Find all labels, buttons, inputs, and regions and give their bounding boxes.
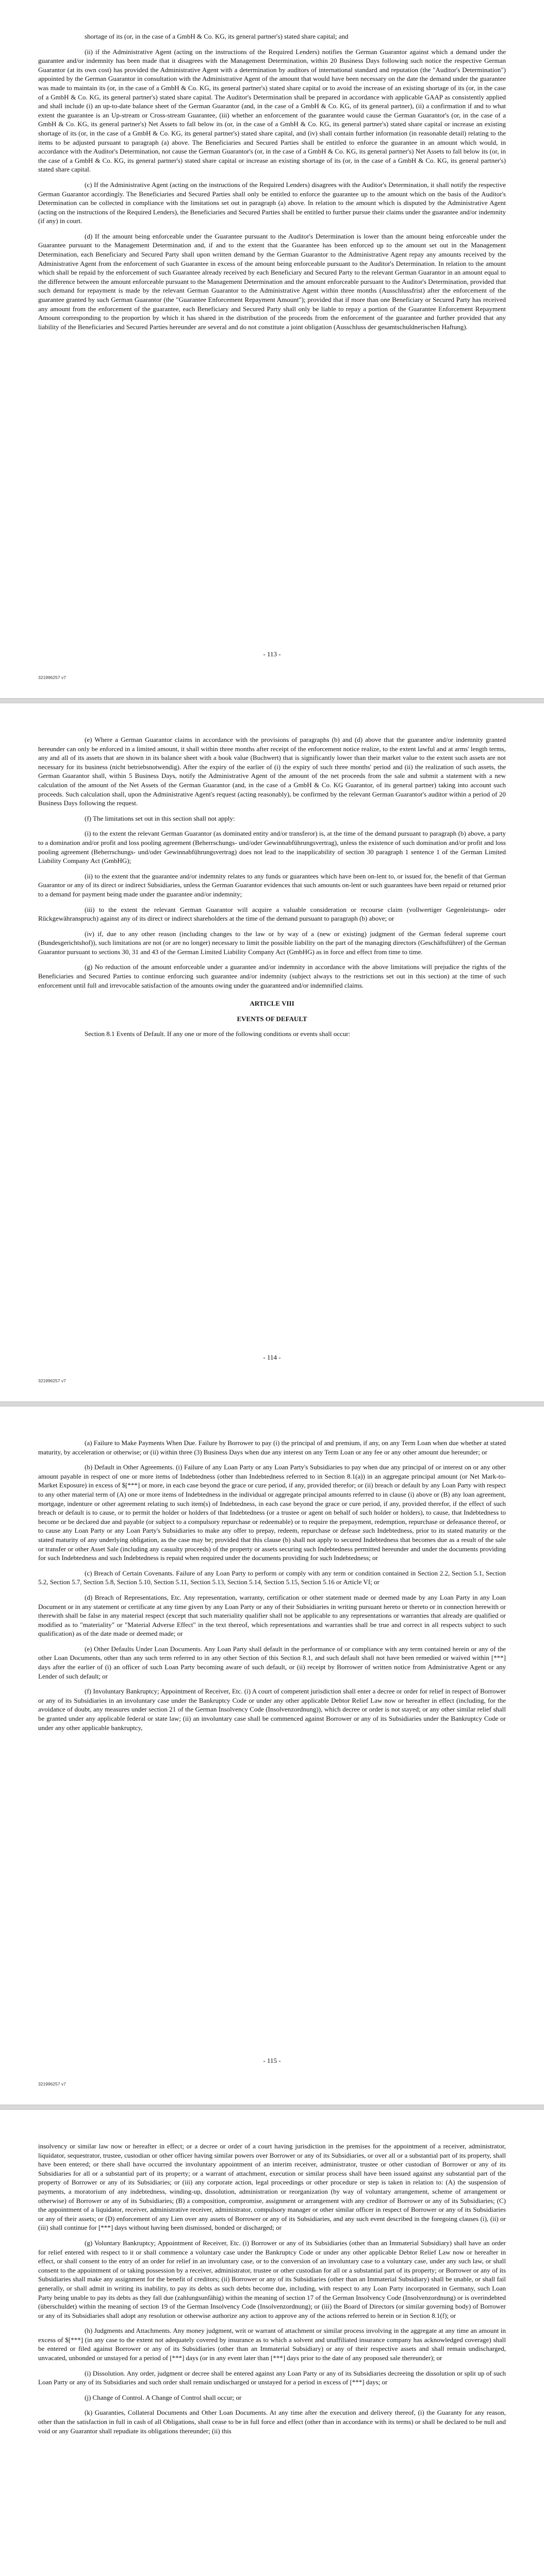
paragraph: (e) Other Defaults Under Loan Documents. Any Loan Party shall default in the performance of or compliance with any term contained herein or any of the other Loan Documents, other than any such term referred to in any other Section of this Section 8.1, and such default shall not have been remedied or waived within [***] days after the earlier of (i) an officer of such Loan Party becoming aware of such default, or (ii) receipt by Borrower of written notice from Administrative Agent or any Lender of such default; or (38, 1645, 506, 1680)
paragraph: shortage of its (or, in the case of a GmbH & Co. KG, its general partner's) stated share capital; and (85, 32, 349, 40)
page-115 (0, 1406, 544, 2105)
document-id: 321996257 v7 (38, 2081, 66, 2087)
paragraph: (k) Guaranties, Collateral Documents and Other Loan Documents. At any time after the execution and delivery thereof, (i) the Guaranty for any reason, other than the satisfaction in full in cash of all Obligations, shall cease to be in full force and effect (other than in accordance with its terms) or shall be declared to be null and void or any Guarantor shall repudiate its obligations thereunder; (ii) this (38, 2409, 506, 2435)
paragraph: (i) Dissolution. Any order, judgment or decree shall be entered against any Loan Party or any of its Subsidiaries decreeing the dissolution or split up of such Loan Party or any of its Subsidiaries and such order shall remain undischarged or unstayed for a period in excess of [***] days; or (38, 2369, 506, 2386)
paragraph: (ii) to the extent that the guarantee and/or indemnity relates to any funds or guarantees which have been on-lent to, or issued for, the benefit of that German Guarantor or any of its direct or indirect Subsidiaries, unless the German Guarantor evidences that such amounts on-lent or such guarantees have been repaid or returned prior to a demand for payment being made under the guarantee and/or indemnity; (38, 872, 506, 898)
paragraph: (a) Failure to Make Payments When Due. Failure by Borrower to pay (i) the principal of and premium, if any, on any Term Loan when due whether at stated maturity, by acceleration or otherwise; or (ii) within three (3) Business Days when due any interest on any Term Loan or any fee or any other amount due hereunder; or (38, 1439, 506, 1456)
paragraph: (d) If the amount being enforceable under the Guarantee pursuant to the Auditor's Determination is lower than the amount being enforceable under the Guarantee pursuant to the Management Determination and, if and to the extent that the Guarantee has been enforced up to the amount set out in the Management Determination, each Beneficiary and Secured Party shall upon written demand by the German Guarantor to the Administrative Agent repay any amounts received by the Administrative Agent from the enforcement of such Guarantee in excess of the amount being enforceable pursuant to the Auditor's Determination. In relation to the amount which shall be repaid by the enforcement of such Guarantee already received by each Beneficiary and Secured Party to the relevant German Guarantor in an amount equal to the difference between the amount enforceable pursuant to the Management Determination and the amount enforceable pursuant to the Auditor's Determination, provided that such demand for repayment is made by the relevant German Guarantor to the Administrative Agent within three months (Ausschlussfrist) after the enforcement of the guarantee granted by such German Guarantor (the "Guarantee Enforcement Repayment Amount"); provided that if more than one Beneficiary or Secured Party has received any amount from the enforcement of the guarantee, each Beneficiary and Secured Party shall only be liable to repay a portion of the Guarantee Enforcement Repayment Amount corresponding to the proportion by which it has shared in the distribution of the proceeds from the enforcement of the guarantee and further provided that any liability of the Beneficiaries and Secured Parties hereunder are several and do not constitute a joint obligation (Ausschluss der gesamtschuldnerischen Haftung). (38, 232, 506, 331)
paragraph: (e) Where a German Guarantor claims in accordance with the provisions of paragraphs (b) and (d) above that the guarantee and/or indemnity granted hereunder can only be enforced in a limited amount, it shall within three months after receipt of the enforcement notice realize, to the extent lawful and at arms' length terms, any and all of its assets that are shown in its balance sheet with a book value (Buchwert) that is significantly lower than their market value to the extent such assets are not necessary for its business (nicht betriebsnotwendig). After the expiry of the earlier of (i) the expiry of such three months' period and (ii) the realization of such assets, the German Guarantor shall, within 5 Business Days, notify the Administrative Agent of the amount of the net proceeds from the sale and submit a statement with a new calculation of the amount of the Net Assets of the German Guarantor (and, in the case of a GmbH & Co. KG Guarantor, of its general partner) taking into account such proceeds. Such calculation shall, upon the Administrative Agent's request (acting reasonably), be confirmed by the relevant German Guarantor's auditor within a period of 20 Business Days following the request. (38, 736, 506, 807)
page-number: - 114 - (263, 1353, 281, 1361)
paragraph: (iv) if, due to any other reason (including changes to the law or by way of a (new or existing) judgment of the German federal supreme court (Bundesgerichtshof)), such limitations are not (or are no longer) necessary to limit the possible liability on the part of the managing directors (Geschäftsführer) of the German Guarantor pursuant to sections 30, 31 and 43 of the German Limited Liability Company Act (GmbHG) as in force and effect from time to time. (38, 929, 506, 956)
paragraph: (f) Involuntary Bankruptcy; Appointment of Receiver, Etc. (i) A court of competent jurisdiction shall enter a decree or order for relief in respect of Borrower or any of its Subsidiaries in an involuntary case under the Bankruptcy Code or under any other applicable Debtor Relief Law now or hereafter in effect (including, for the avoidance of doubt, any measures under section 21 of the German Insolvency Code (Insolvenzordnung)), which decree or order is not stayed; or any other similar relief shall be granted under any applicable federal or state law; (ii) an involuntary case shall be commenced against Borrower or any of its Subsidiaries under the Bankruptcy Code or under any other applicable bankruptcy, (38, 1687, 506, 1732)
paragraph: (j) Change of Control. A Change of Control shall occur; or (85, 2393, 242, 2401)
page-115-content (38, 1438, 506, 1738)
page-116 (0, 2110, 544, 2576)
paragraph: (iii) to the extent the relevant German Guarantor will acquire a valuable consideration or recourse claim (vollwertiger Gegenleistungs- oder Rückgewähranspruch) against any of its direct or indirect shareholders at the time of the demand pursuant to paragraph (b) above; or (38, 905, 506, 923)
page-113-content (38, 32, 506, 337)
paragraph: (f) The limitations set out in this section shall not apply: (85, 814, 235, 822)
paragraph: (i) to the extent the relevant German Guarantor (as dominated entity and/or transferor) is, at the time of the demand pursuant to paragraph (b) above, a party to a domination and/or profit and loss pooling agreement (Beherrschungs- und/oder Gewinnabführungsvertrag), unless the existence of such domination and/or profit and loss pooling agreement (Beherrschungs- und/oder Gewinnabführungsvertrag) does not lead to the inapplicability of section 30 paragraph 1 sentence 1 of the German Limited Liability Company Act (GmbHG); (38, 829, 506, 865)
paragraph: (c) Breach of Certain Covenants. Failure of any Loan Party to perform or comply with any term or condition contained in Section 2.2, Section 5.1, Section 5.2, Section 5.7, Section 5.8, Section 5.10, Section 5.11, Section 5.13, Section 5.14, Section 5.15, Section 5.16 or Article VI; or (38, 1569, 506, 1586)
paragraph: (g) No reduction of the amount enforceable under a guarantee and/or indemnity in accordance with the above limitations will prejudice the rights of the Beneficiaries and Secured Parties to continue enforcing such guarantee and/or indemnity (subject always to the restrictions set out in this section) at the time of such enforcement until full and irrevocable satisfaction of the amounts owing under the guaranteed and/or indemnified claims. (38, 963, 506, 989)
document-id: 321996257 v7 (38, 675, 66, 680)
article-title: ARTICLE VIII (250, 999, 294, 1008)
page-number: - 113 - (263, 650, 281, 658)
section-heading: Section 8.1 Events of Default. If any one or more of the following conditions or events shall occur: (85, 1030, 351, 1038)
page-114-content (38, 735, 506, 1045)
paragraph: insolvency or similar law now or hereafter in effect; or a decree or order of a court having jurisdiction in the premises for the appointment of a receiver, administrator, liquidator, sequestrator, trustee, custodian or other officer having similar powers over Borrower or any of its Subsidiaries, or over all or a substantial part of its property, shall have been entered; or there shall have occurred the involuntary appointment of an interim receiver, administrator, trustee or other custodian of Borrower or any of its Subsidiaries for all or a substantial part of its property; or a warrant of attachment, execution or similar process shall have been issued against any substantial part of the property of Borrower or any of its Subsidiaries; or (iii) any corporate action, legal proceedings or other procedure or step is taken in relation to: (A) the suspension of payments, a moratorium of any indebtedness, winding-up, dissolution, administration or reorganization (by way of voluntary arrangement, scheme of arrangement or otherwise) of Borrower or any of its Subsidiaries; (B) a composition, compromise, assignment or arrangement with any creditor of Borrower or any of its Subsidiaries; (C) the appointment of a liquidator, receiver, administrative receiver, administrator, compulsory manager or other similar officer in respect of Borrower or any of its Subsidiaries or any of their assets; or (D) enforcement of any Lien over any assets of Borrower or any of its Subsidiaries, and any such event described in the foregoing clauses (i), (ii) or (iii) shall continue for [***] days without having been dismissed, bonded or discharged; or (38, 2142, 506, 2232)
paragraph: (b) Default in Other Agreements. (i) Failure of any Loan Party or any Loan Party's Subsidiaries to pay when due any principal of or interest on or any other amount payable in respect of one or more items of Indebtedness (other than Indebtedness referred to in Section 8.1(a)) in an aggregate principal amount (or Net Mark-to-Market Exposure) in excess of $[***] or more, in each case beyond the grace or cure period, if any, provided therefor; or (ii) breach or default by any Loan Party with respect to any other material term of (A) one or more items of Indebtedness in the individual or aggregate principal amounts referred to in clause (i) above or (B) any loan agreement, mortgage, indenture or other agreement relating to such item(s) of Indebtedness, in each case beyond the grace or cure period, if any, provided therefor, if the effect of such breach or default is to cause, or to permit the holder or holders of that Indebtedness (or a trustee or agent on behalf of such holder or holders), to cause, that Indebtedness to become or be declared due and payable (or subject to a compulsory repurchase or redeemable) or to require the prepayment, redemption, repurchase or defeasance thereof, or to cause any Loan Party or any Loan Party's Subsidiaries to make any offer to prepay, redeem, repurchase or defease such Indebtedness, prior to its stated maturity or the stated maturity of any underlying obligation, as the case may be; provided that this clause (b) shall not apply to secured Indebtedness that becomes due as a result of the sale or transfer or other Asset Sale (including any casualty proceeds) of the property or assets securing such Indebtedness permitted hereunder and under the documents providing for such Indebtedness and such Indebtedness is repaid when required under the documents providing for such Indebtedness; or (38, 1463, 506, 1562)
paragraph: (d) Breach of Representations, Etc. Any representation, warranty, certification or other statement made or deemed made by any Loan Party in any Loan Document or in any statement or certificate at any time given by any Loan Party or any of their Subsidiaries in writing pursuant hereto or thereto or in connection herewith or therewith shall be false in any material respect (except that such materiality qualifier shall not be applicable to any representations or warranties that already are qualified or modified as to "materiality" or "Material Adverse Effect" in the text thereof, which representations and warranties shall be true and correct in all respects subject to such qualification) as of the date made or deemed made; or (38, 1593, 506, 1638)
paragraph: (h) Judgments and Attachments. Any money judgment, writ or warrant of attachment or similar process involving in the aggregate at any time an amount in excess of $[***] (in any case to the extent not adequately covered by insurance as to which a solvent and unaffiliated insurance company has acknowledged coverage) shall be entered or filed against Borrower or any of its Subsidiaries (other than an Immaterial Subsidiary) or any of their respective assets and shall remain undischarged, unvacated, unbonded or unstayed for a period of [***] days (or in any event later than [***] days prior to the date of any proposed sale thereunder); or (38, 2327, 506, 2362)
paragraph: (g) Voluntary Bankruptcy; Appointment of Receiver, Etc. (i) Borrower or any of its Subsidiaries (other than an Immaterial Subsidiary) shall have an order for relief entered with respect to it or shall commence a voluntary case under the Bankruptcy Code or under any other applicable Debtor Relief Law now or hereafter in effect, or shall consent to the entry of an order for relief in an involuntary case, or to the conversion of an involuntary case to a voluntary case, under any such law, or shall consent to the appointment of or taking possession by a receiver, administrator, trustee or other custodian for all or a substantial part of its property; or Borrower or any of its Subsidiaries shall make any assignment for the benefit of creditors; (ii) Borrower or any of its Subsidiaries (other than an Immaterial Subsidiary) shall be unable, or shall fail generally, or shall admit in writing its inability, to pay its debts as such debts become due, including, with respect to any Loan Party incorporated in Germany, such Loan Party being unable to pay its debts as they fall due (zahlungsunfähig) within the meaning of section 17 of the German Insolvency Code (Insolvenzordnung) or is overindebted (überschuldet) within the meaning of section 19 of the German Insolvency Code (Insolvenzordnung); or (iii) the Board of Directors (or similar governing body) of Borrower or any of its Subsidiaries shall adopt any resolution or otherwise authorize any action to approve any of the actions referred to herein or in Section 8.1(f); or (38, 2239, 506, 2319)
page-number: - 115 - (263, 2057, 281, 2064)
article-subtitle: EVENTS OF DEFAULT (237, 1014, 307, 1023)
page-114 (0, 703, 544, 1401)
page-113 (0, 0, 544, 698)
paragraph: (c) If the Administrative Agent (acting on the instructions of the Required Lenders) disagrees with the Auditor's Determination, it shall notify the respective German Guarantor accordingly. The Beneficiaries and Secured Parties shall only be entitled to enforce the guarantee up to the amount which on the basis of the Auditor's Determination can be collected in compliance with the limitations set out in paragraph (a) above. In relation to the amount which is disputed by the Administrative Agent (acting on the instructions of the Required Lenders), the Beneficiaries and Secured Parties shall be entitled to further pursue their claims under the guarantee and/or indemnity (if any) in court. (38, 180, 506, 225)
paragraph: (ii) if the Administrative Agent (acting on the instructions of the Required Lenders) notifies the German Guarantor against which a demand under the guarantee and/or indemnity has been made that it disagrees with the Management Determination, within 20 Business Days following such notice the respective German Guarantor (at its own cost) has provided the Administrative Agent with a determination by auditors of international standard and reputation (the "Auditor's Determination") appointed by the German Guarantor in consultation with the Administrative Agent of the amount that would have been necessary on the date the demand under the guarantee was made to maintain its (or, in the case of a GmbH & Co. KG, its general partner's) stated share capital or to avoid the increase of an existing shortage of its (or, in the case of a GmbH & Co. KG, its general partner's) stated share capital. The Auditor's Determination shall be prepared in accordance with applicable GAAP as consistently applied and shall include (i) an up-to-date balance sheet of the German Guarantor (and, in the case of a GmbH & Co. KG, of its general partner), (ii) a confirmation if and to what extent the guarantee is an Up-stream or Cross-stream Guarantee, (iii) whether an enforcement of the guarantee would cause the German Guarantor's (or, in the case of a GmbH & Co. KG, its general partner's) Net Assets to fall below its (or, in the case of a GmbH & Co. KG, its general partner's) stated share capital or increase an existing shortage of its (or, in the case of a GmbH & Co. KG, its general partner's) stated share capital, and (iv) shall contain further information (in reasonable detail) relating to the items to be adjusted pursuant to paragraph (a) above. The Beneficiaries and Secured Parties shall be entitled to enforce the guarantee in an amount which would, in accordance with the Auditor's Determination, not cause the German Guarantor's (or, in the case of a GmbH & Co. KG, its general partner's) Net Assets to fall below its (or, in the case of a GmbH & Co. KG, its general partner's) stated share capital or increase an existing shortage of its (or, in the case of a GmbH & Co. KG, its general partner's) stated share capital. (38, 47, 506, 174)
document-id: 321996257 v7 (38, 1378, 66, 1383)
page-116-content (38, 2142, 506, 2442)
